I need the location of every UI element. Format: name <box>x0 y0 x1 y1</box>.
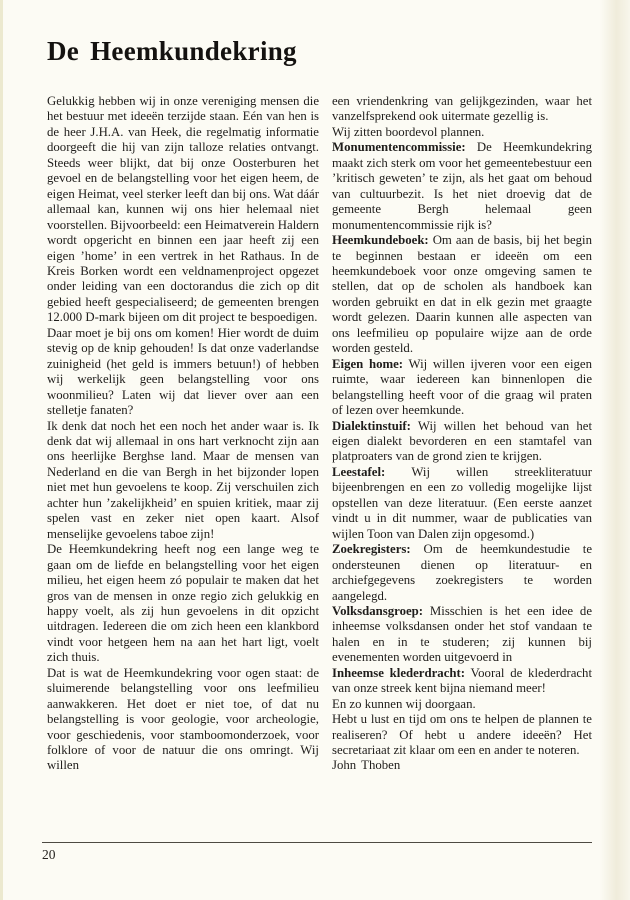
paragraph: Daar moet je bij ons om komen! Hier wordt de duim stevig op de knip gehouden! Is dat onze vaderlandse zuinigheid (het geld is immers betuun!) of hebben wij werkelijk geen belangstelling voor ons woonmilieu? Laten wij dat liever over aan een stelletje fanaten? <box>47 325 319 418</box>
paragraph-lead: Monumentencommissie: <box>332 140 466 155</box>
paragraph: Eigen home: Wij willen ijveren voor een eigen ruimte, waar iedereen kan binnenlopen die belangstelling heeft voor of die graag wil praten of lezen over heemkunde. <box>332 356 592 418</box>
paragraph: een vriendenkring van gelijkgezinden, waar het vanzelfsprekend ook uitermate gezellig is. <box>332 94 592 124</box>
paragraph: Hebt u lust en tijd om ons te helpen de plannen te realiseren? Of hebt u andere ideeën? Het secretariaat zit klaar om een en ander te noteren. <box>332 712 592 758</box>
left-column <box>47 94 319 774</box>
page-edge-shadow-left <box>0 0 3 900</box>
paragraph: Monumentencommissie: De Heemkundekring maakt zich sterk om voor het gemeentebestuur een ’kritisch geweten’ te zijn, als het gaat om behoud van cultuurbezit. Is het niet droevig dat de gemeente Bergh helemaal geen monumentencommissie rijk is? <box>332 140 592 232</box>
paragraph: Leestafel: Wij willen streekliteratuur bijeenbrengen en een zo volledig mogelijke lijst opstellen van deze literatuur. (Een eerste aanzet vindt u in dit nummer, waar de publicaties van wijlen Toon van Dalen zijn opgesomd.) <box>332 464 592 541</box>
paragraph-lead: Volksdansgroep: <box>332 603 424 618</box>
article-body <box>47 94 592 774</box>
page-number: 20 <box>42 847 56 862</box>
paragraph-lead: Inheemse klederdracht: <box>332 665 466 680</box>
paragraph-lead: Zoekregisters: <box>332 542 411 557</box>
right-column <box>332 94 592 774</box>
paragraph-lead: Eigen home: <box>332 356 404 371</box>
paragraph: De Heemkundekring heeft nog een lange weg te gaan om de liefde en belangstelling voor het eigen milieu, het eigen heem zó populair te maken dat het gros van de mensen in onze regio zich gelukkig en happy voelt, als zij hun gevoelens in dit opzicht uitdragen. Iedereen die om zich heen een klankbord vindt voor hetgeen hem na aan het hart ligt, voelt zich thuis. <box>47 542 319 665</box>
paragraph: Zoekregisters: Om de heemkundestudie te ondersteunen dienen op literatuur- en archiefgegevens zoekregisters te worden aangelegd. <box>332 542 592 603</box>
paragraph: Dialektinstuif: Wij willen het behoud van het eigen dialekt bevorderen en een stamtafel van platproaters van de grond zien te krijgen. <box>332 418 592 464</box>
page-edge-shadow-right <box>600 0 630 900</box>
paragraph: Wij zitten boordevol plannen. <box>332 124 485 139</box>
paragraph: Volksdansgroep: Misschien is het een idee de inheemse volksdansen onder het stof vandaan te halen en in te studeren; zij kunnen bij evenementen worden uitgevoerd in <box>332 603 592 665</box>
paragraph-lead: Dialektinstuif: <box>332 418 411 433</box>
paragraph: Heemkundeboek: Om aan de basis, bij het begin te beginnen bestaan er ideeën om een heemkundeboek voor onze omgeving samen te stellen, dat op de scholen als handboek kan worden gebruikt en dat in elk gezin met graagte wordt gelezen. Daarin kunnen alle aspecten van ons leefmilieu op populaire wijze aan de orde worden gesteld. <box>332 233 592 356</box>
paragraph-lead: Leestafel: <box>332 464 386 479</box>
footer-rule <box>42 842 592 843</box>
paragraph: Inheemse klederdracht: Vooral de klederdracht van onze streek kent bijna niemand meer! <box>332 665 593 696</box>
paragraph: Dat is wat de Heemkundekring voor ogen staat: de sluimerende belangstelling voor ons leefmilieu aanwakkeren. Het doet er niet toe, of dat nu belangstelling is voor geologie, voor archeologie, voor geschiedenis, voor stamboomonderzoek, voor folklore of voor de natuur die ons omringt. Wij willen <box>47 665 319 773</box>
author-signature: John Thoben <box>332 758 401 773</box>
paragraph: Ik denk dat noch het een noch het ander waar is. Ik denk dat wij allemaal in ons hart verknocht zijn aan ons heerlijke Berghse land. Maar de mensen van Nederland en die van Bergh in het bijzonder lopen niet met hun gevoelens te koop. Zij verschuilen zich achter hun ’zakelijkheid’ en spuien kritiek, maar zij spelen vast en zeker niet open kaart. Alsof menselijke gevoelens taboe zijn! <box>47 418 319 541</box>
paragraph: En zo kunnen wij doorgaan. <box>332 696 476 711</box>
paragraph-lead: Heemkundeboek: <box>332 233 429 248</box>
paragraph: Gelukkig hebben wij in onze vereniging mensen die het bestuur met ideeën terzijde staan. Eén van hen is de heer J.H.A. van Heek, die regelmatig informatie doorgeeft die hij van zijn talloze relaties ontvangt. Steeds weer blijkt, dat bij onze Oosterburen het gevoel en de belangstelling voor het eigen heem, de eigen Heimat, veel sterker leeft dan bij ons. Wat dáár allemaal kan, kunnen wij ons hier helemaal niet voorstellen. Bijvoorbeeld: een Heimatverein Haldern wordt opgericht en binnen een jaar heeft zij een eigen ’home’ in een vertrek in het Rathaus. In de Kreis Borken wordt een veldnamenproject opgezet onder leiding van een doctorandus die zich op dit gebied heeft gespecialiseerd; de gemeenten brengen 12.000 D-mark bijeen om dit project te bespoedigen. <box>47 94 319 325</box>
article-title: De Heemkundekring <box>47 36 297 66</box>
